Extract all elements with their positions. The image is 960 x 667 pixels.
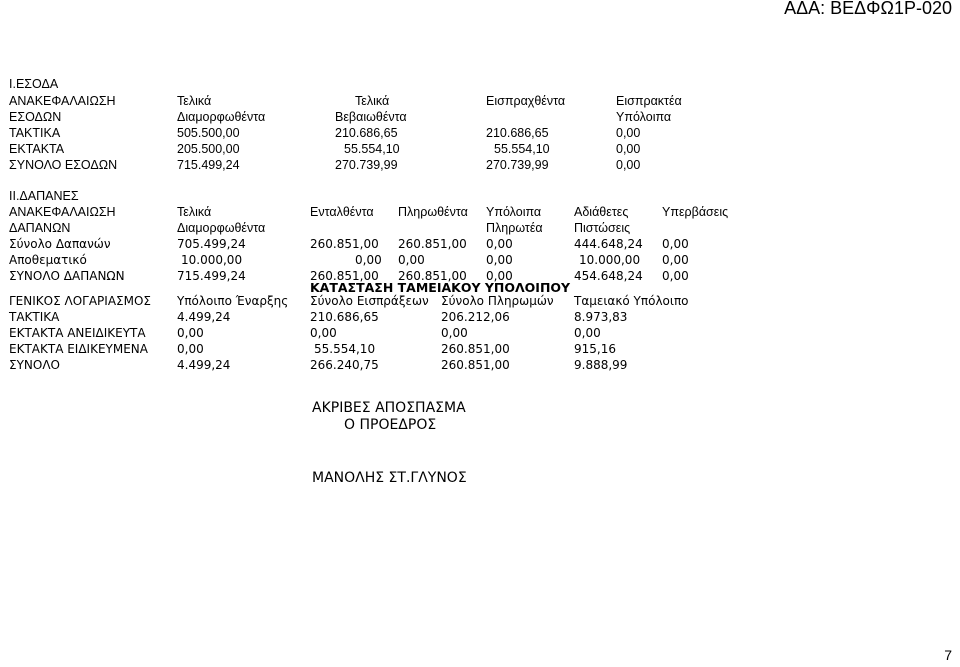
certified-copy-label: ΑΚΡΙΒΕΣ ΑΠΟΣΠΑΣΜΑ [312, 400, 466, 416]
expenses-cell: 444.648,24 [574, 237, 643, 251]
revenue-cell: 210.686,65 [335, 126, 398, 140]
revenue-header-final: Τελικά [177, 94, 212, 108]
revenue-cell: 210.686,65 [486, 126, 549, 140]
expenses-label-line2: ΔΑΠΑΝΩΝ [9, 221, 71, 235]
revenue-row-label: ΕΚΤΑΚΤΑ [9, 142, 65, 156]
revenue-cell: 270.739,99 [486, 158, 549, 172]
revenue-header-assessed: Βεβαιωθέντα [335, 110, 407, 124]
revenue-cell: 0,00 [616, 142, 641, 156]
cash-cell: 0,00 [310, 326, 337, 340]
cash-cell: 0,00 [177, 342, 204, 356]
cash-cell: 4.499,24 [177, 310, 231, 324]
cash-header-account: ΓΕΝΙΚΟΣ ΛΟΓΑΡΙΑΣΜΟΣ [9, 294, 151, 308]
revenue-label-line2: ΕΣΟΔΩΝ [9, 110, 62, 124]
expenses-header-final: Τελικά [177, 205, 212, 219]
cash-cell: 915,16 [574, 342, 616, 356]
expenses-cell: 0,00 [355, 253, 382, 267]
president-label: Ο ΠΡΟΕΔΡΟΣ [344, 417, 437, 433]
cash-cell: 206.212,06 [441, 310, 510, 324]
revenue-header-final-2: Τελικά [355, 94, 390, 108]
cash-header-closing: Ταμειακό Υπόλοιπο [574, 294, 689, 308]
cash-cell: 9.888,99 [574, 358, 628, 372]
expenses-cell: 0,00 [486, 269, 513, 283]
expenses-label-line1: ΑΝΑΚΕΦΑΛΑΙΩΣΗ [9, 205, 116, 219]
expenses-row-label: Σύνολο Δαπανών [9, 237, 111, 251]
revenue-cell: 0,00 [616, 158, 641, 172]
cash-cell: 0,00 [441, 326, 468, 340]
cash-row-label: ΕΚΤΑΚΤΑ ΑΝΕΙΔΙΚΕΥΤΑ [9, 326, 146, 340]
cash-cell: 210.686,65 [310, 310, 379, 324]
expenses-cell: 454.648,24 [574, 269, 643, 283]
cash-cell: 0,00 [177, 326, 204, 340]
document-id: ΑΔΑ: ΒΕΔΦΩ1Ρ-020 [784, 0, 952, 18]
expenses-cell: 260.851,00 [310, 237, 379, 251]
cash-row-label: ΕΚΤΑΚΤΑ ΕΙΔΙΚΕΥΜΕΝΑ [9, 342, 148, 356]
expenses-cell: 10.000,00 [579, 253, 641, 267]
page-number: 7 [944, 647, 952, 663]
expenses-section-title: ΙΙ.ΔΑΠΑΝΕΣ [9, 189, 79, 203]
expenses-cell: 260.851,00 [398, 269, 467, 283]
revenue-row-label: ΣΥΝΟΛΟ ΕΣΟΔΩΝ [9, 158, 118, 172]
revenue-header-receivable: Εισπρακτέα [616, 94, 682, 108]
cash-cell: 55.554,10 [314, 342, 376, 356]
signatory-name: ΜΑΝΟΛΗΣ ΣΤ.ΓΛΥΝΟΣ [312, 470, 467, 486]
revenue-section-title: Ι.ΕΣΟΔΑ [9, 77, 59, 91]
expenses-header-unallocated: Αδιάθετες [574, 205, 629, 219]
cash-cell: 266.240,75 [310, 358, 379, 372]
expenses-row-label: ΣΥΝΟΛΟ ΔΑΠΑΝΩΝ [9, 269, 125, 283]
cash-cell: 8.973,83 [574, 310, 628, 324]
cash-row-label: ΣΥΝΟΛΟ [9, 358, 60, 372]
cash-row-label: ΤΑΚΤΙΚΑ [9, 310, 60, 324]
revenue-row-label: ΤΑΚΤΙΚΑ [9, 126, 61, 140]
expenses-cell: 705.499,24 [177, 237, 246, 251]
revenue-cell: 205.500,00 [177, 142, 240, 156]
cash-cell: 0,00 [574, 326, 601, 340]
cash-header-opening: Υπόλοιπο Έναρξης [177, 294, 289, 308]
cash-header-payments: Σύνολο Πληρωμών [441, 294, 554, 308]
expenses-cell: 0,00 [662, 269, 689, 283]
cash-header-receipts: Σύνολο Εισπράξεων [310, 294, 429, 308]
expenses-header-balance: Υπόλοιπα [486, 205, 542, 219]
revenue-header-formed: Διαμορφωθέντα [177, 110, 266, 124]
expenses-cell: 260.851,00 [398, 237, 467, 251]
revenue-cell: 270.739,99 [335, 158, 398, 172]
cash-cell: 260.851,00 [441, 342, 510, 356]
expenses-header-payable: Πληρωτέα [486, 221, 543, 235]
expenses-cell: 0,00 [486, 253, 513, 267]
expenses-cell: 0,00 [398, 253, 425, 267]
expenses-cell: 0,00 [662, 237, 689, 251]
revenue-cell: 715.499,24 [177, 158, 240, 172]
expenses-header-credits: Πιστώσεις [574, 221, 631, 235]
expenses-cell: 0,00 [662, 253, 689, 267]
expenses-cell: 0,00 [486, 237, 513, 251]
expenses-header-overruns: Υπερβάσεις [662, 205, 729, 219]
revenue-cell: 505.500,00 [177, 126, 240, 140]
expenses-header-formed: Διαμορφωθέντα [177, 221, 266, 235]
revenue-cell: 55.554,10 [344, 142, 400, 156]
expenses-row-label: Αποθεματικό [9, 253, 87, 267]
expenses-header-ordered: Ενταλθέντα [310, 205, 374, 219]
cash-cell: 4.499,24 [177, 358, 231, 372]
expenses-cell: 715.499,24 [177, 269, 246, 283]
cash-cell: 260.851,00 [441, 358, 510, 372]
revenue-header-balance: Υπόλοιπα [616, 110, 672, 124]
revenue-header-collected: Εισπραχθέντα [486, 94, 566, 108]
revenue-label-line1: ΑΝΑΚΕΦΑΛΑΙΩΣΗ [9, 94, 116, 108]
revenue-cell: 55.554,10 [494, 142, 550, 156]
cash-title: ΚΑΤΑΣΤΑΣΗ ΤΑΜΕΙΑΚΟΥ ΥΠΟΛΟΙΠΟΥ [310, 280, 571, 295]
expenses-cell: 260.851,00 [310, 269, 379, 283]
expenses-cell: 10.000,00 [181, 253, 243, 267]
revenue-cell: 0,00 [616, 126, 641, 140]
expenses-header-paid: Πληρωθέντα [398, 205, 468, 219]
